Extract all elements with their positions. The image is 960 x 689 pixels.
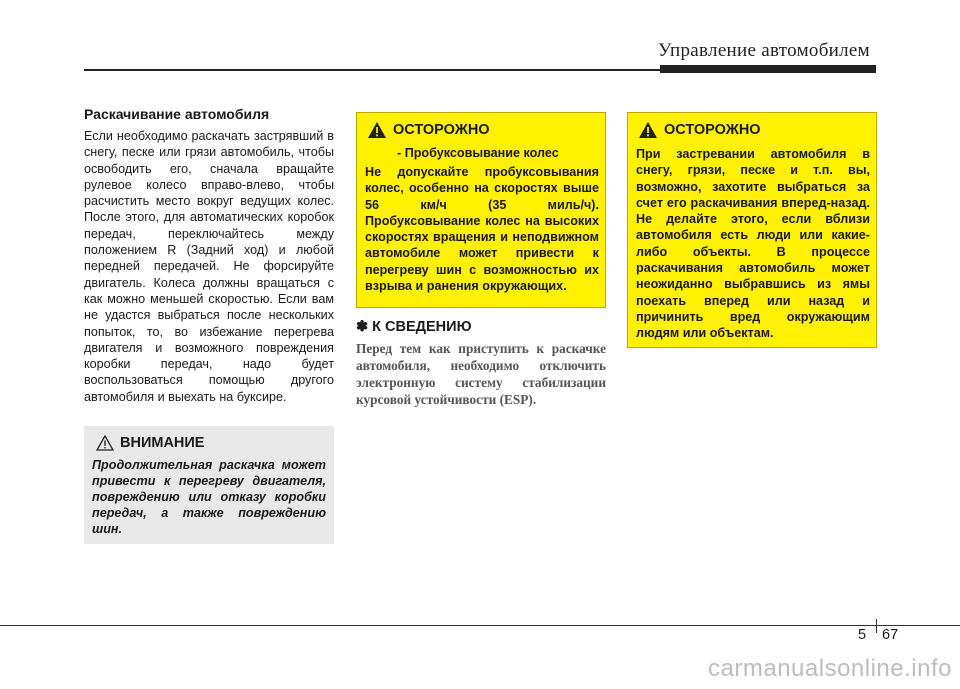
- notice-title: ВНИМАНИЕ: [120, 435, 205, 451]
- warning-subtitle: - Пробуксовывание колес: [397, 146, 559, 160]
- section-title: Раскачивание автомобиля: [84, 106, 270, 122]
- warning-triangle-icon: [638, 121, 658, 139]
- warning-text: При застревании автомобиля в снегу, грязи, песке и т.п. вы, возможно, захотите выбраться за счет его раскачивания вперед-назад. Не делайте этого, если вблизи автомобиля есть люди или какие-либо объекты. В процессе раскачивания автомобиль может неожиданно выбравшись из ямы поехать вперед или назад и причинить вред окружающим людям или объектам.: [636, 147, 870, 341]
- warning-text: Не допускайте пробуксовывания колес, особенно на скоростях выше 56 км/ч (35 миль/ч). Пробуксовывание колес на высоких скоростях вращения и неподвижном автомобиле может привести к перегреву шин с возможностью их взрыва и ранения окружающих.: [365, 165, 599, 294]
- footer-rule: [0, 625, 960, 626]
- warning-title: ОСТОРОЖНО: [664, 122, 761, 138]
- footer-divider: [876, 619, 877, 633]
- warning-header: [367, 121, 490, 139]
- warning-box-wheel-spin: [356, 112, 606, 308]
- chapter-number: 5: [858, 627, 867, 643]
- warning-header: [638, 121, 761, 139]
- info-title: ✽ К СВЕДЕНИЮ: [356, 319, 472, 335]
- notice-text: Продолжительная раскачка может привести к перегреву двигателя, повреждению или отказу коробки передач, а также повреждению шин.: [92, 458, 326, 536]
- warning-triangle-icon: [367, 121, 387, 139]
- page-number: 67: [882, 627, 899, 643]
- notice-box: [84, 426, 334, 544]
- info-text: Перед тем как приступить к раскачке автомобиля, необходимо отключить электронную систему стабилизации курсовой устойчивости (ESP).: [356, 341, 606, 407]
- warning-title: ОСТОРОЖНО: [393, 122, 490, 138]
- notice-header: [96, 435, 204, 451]
- watermark: carmanualsonline.info: [708, 655, 952, 682]
- section-body: Если необходимо раскачать застрявший в снегу, песке или грязи автомобиль, чтобы освободить его, сначала вращайте рулевое колесо вправо-влево, чтобы расчистить место вокруг ведущих колес. После этого, для автоматических коробок передач, переключайтесь между положением R (Задний ход) и любой передней передачей. Не форсируйте двигатель. Колеса должны вращаться с как можно меньшей скоростью. Если вам не удастся выбраться после нескольких попыток, то, во избежание перегрева двигателя и возможного повреждения коробки передач, надо будет воспользоваться помощью другого автомобиля и выехать на буксире.: [84, 129, 334, 404]
- running-header: Управление автомобилем: [657, 40, 870, 61]
- caution-triangle-icon: [96, 435, 114, 451]
- header-bar: [660, 65, 876, 73]
- header-rule: [84, 69, 660, 71]
- warning-box-rocking: [627, 112, 877, 348]
